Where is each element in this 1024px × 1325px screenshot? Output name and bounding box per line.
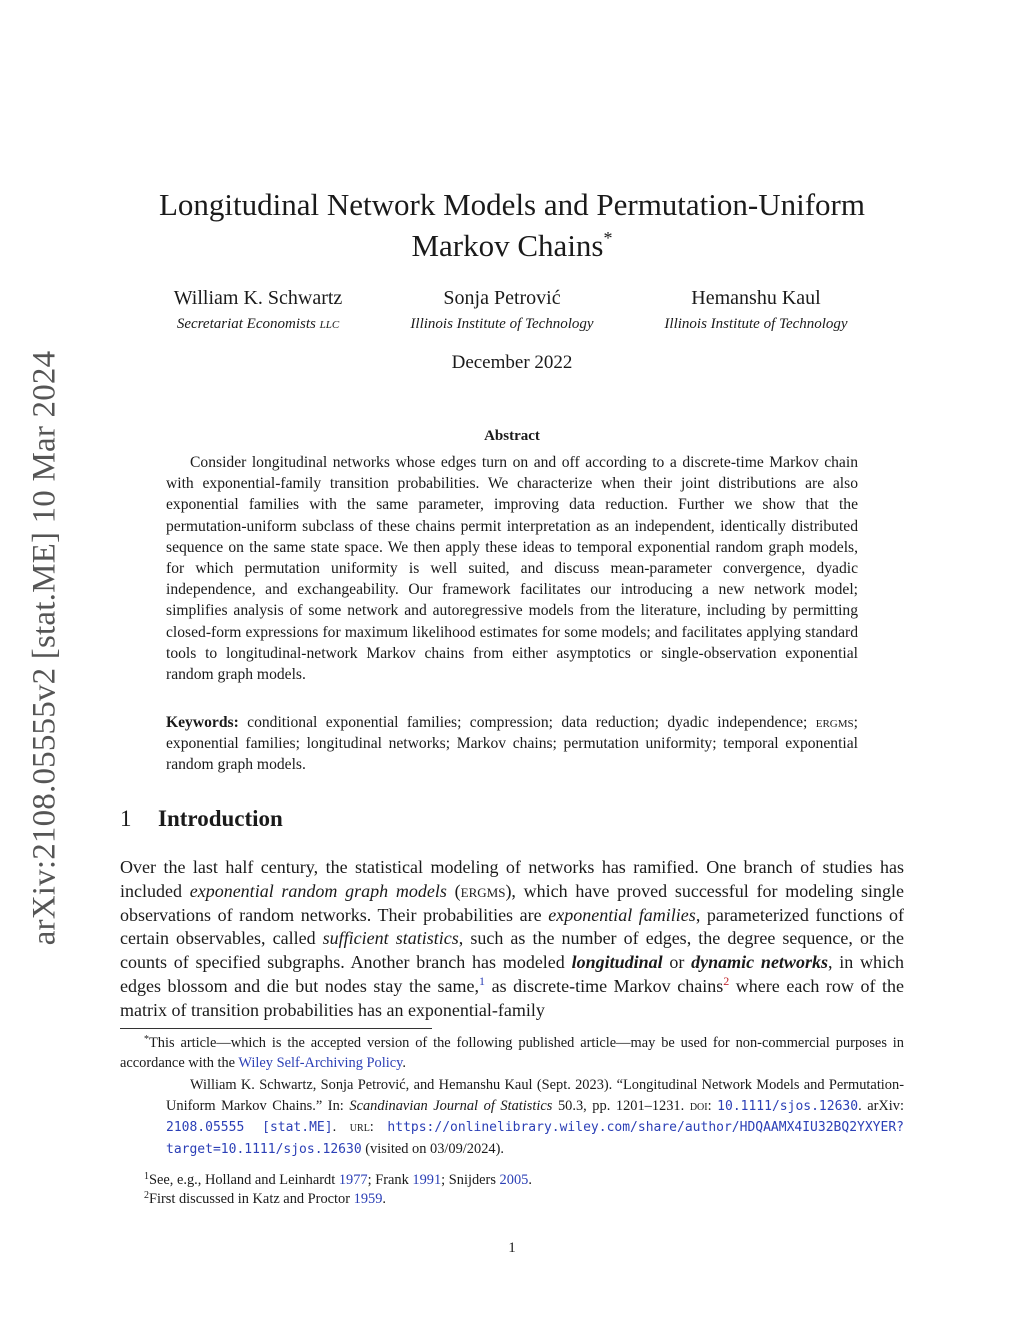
author-affiliation: Illinois Institute of Technology — [664, 316, 848, 332]
author-block-kaul — [626, 286, 886, 338]
arxiv-identifier[interactable]: arXiv:2108.05555v2 [stat.ME] 10 Mar 2024 — [26, 350, 63, 946]
author-block-petrovic — [372, 286, 632, 338]
title-footnote-mark[interactable]: * — [603, 228, 613, 248]
url-link[interactable]: https://onlinelibrary.wiley.com/share/author/HDQAAMX4IU32BQ2YXYER?target=10.1111/sjos.12630 — [166, 1120, 904, 1157]
intro-text: , parameterized functions of certain observables, called — [120, 904, 905, 949]
author-name: Sonja Petrović — [443, 287, 561, 309]
intro-text: ( — [446, 880, 461, 901]
doi-link[interactable]: 10.1111/sjos.12630 — [717, 1098, 859, 1114]
intro-bold-term: longitudinal — [571, 952, 663, 973]
intro-emphasis: exponential random graph models — [189, 880, 447, 901]
citation-block: William K. Schwartz, Sonja Petrović, and Hemanshu Kaul (Sept. 2023). “Longitudinal Network Models and Permutation-Uniform Markov Chains.” In: Scandinavian Journal of Statistics 50.3, pp. 1201–1231. doi: 10.1111/sjos.12630. arXiv: 2108.05555 [stat.ME]. url: https://onlinelibrary.wiley.com/share/author/HDQAAMX4IU32BQ2YXYER?target=10.1111/sjos.12630 (visited on 03/09/2024). — [166, 1077, 904, 1157]
keywords-label: Keywords: — [166, 714, 239, 731]
author-block-schwartz — [128, 286, 388, 338]
intro-emphasis: exponential families — [548, 904, 696, 925]
footnote-1 — [120, 1172, 720, 1189]
intro-text: as discrete-time Markov chains — [485, 975, 724, 996]
intro-text: where each row of the matrix of transition probabilities has an exponential-family — [120, 975, 905, 1020]
footnote-star — [120, 1034, 904, 1073]
affiliation-main: Secretariat Economists — [176, 316, 316, 332]
citation-volume: 50.3, pp. 1201–1231. — [552, 1097, 690, 1114]
citation-year-link[interactable]: 1977 — [338, 1172, 368, 1188]
citation-year-link[interactable]: 2005 — [499, 1172, 529, 1188]
footnote-divider — [120, 1028, 432, 1029]
keywords-ergms: ergms — [815, 714, 854, 731]
intro-text: , in which edges blossom and die but nodes stay the same, — [120, 952, 904, 996]
author-name: William K. Schwartz — [173, 287, 343, 309]
footnote-1-mark: 1 — [144, 1171, 149, 1182]
footnote-1-text: ; Frank — [367, 1172, 413, 1188]
intro-bold-term: dynamic networks — [691, 952, 828, 973]
citation-journal: Scandinavian Journal of Statistics — [349, 1097, 553, 1114]
footnote-2 — [120, 1191, 720, 1208]
author-name: Hemanshu Kaul — [691, 287, 821, 309]
title-line-1: Longitudinal Network Models and Permutation-Uniform — [159, 187, 865, 222]
keywords — [166, 712, 858, 776]
footnote-star-end: . — [402, 1054, 406, 1071]
intro-text: Over the last half century, the statistical modeling of networks has ramified. One branch of studies has included — [120, 857, 904, 901]
page-number: 1 — [508, 1240, 516, 1256]
footnote-ref-2[interactable]: 2 — [723, 973, 730, 988]
footnote-star-mark: * — [144, 1034, 149, 1045]
author-affiliation: Illinois Institute of Technology — [410, 316, 594, 332]
footnote-1-text: . — [528, 1172, 532, 1188]
publication-date: December 2022 — [451, 352, 573, 373]
arxiv-label: . arXiv: — [858, 1097, 904, 1114]
visited-date: (visited on 03/09/2024). — [361, 1140, 504, 1157]
footnote-2-text: . — [382, 1191, 387, 1207]
footnote-1-text: See, e.g., Holland and Leinhardt — [149, 1172, 339, 1188]
author-affiliation — [128, 310, 388, 338]
wiley-policy-link[interactable]: Wiley Self-Archiving Policy — [238, 1054, 403, 1071]
section-number: 1 — [120, 806, 132, 831]
intro-text: ), which have proved successful for modeling single observations of random networks. Their probabilities are — [120, 880, 904, 925]
section-heading-introduction — [120, 806, 283, 832]
abstract-heading: Abstract — [484, 428, 540, 444]
citation-year-link[interactable]: 1991 — [412, 1172, 442, 1188]
doi-separator: : — [707, 1097, 718, 1114]
intro-text: or — [662, 952, 692, 973]
keywords-part-2: ; exponential families; longitudinal networks; Markov chains; permutation uniformity; temporal exponential random graph models. — [166, 714, 858, 774]
title-line-2: Markov Chains — [411, 228, 604, 263]
intro-ergms: ergms — [460, 880, 506, 901]
abstract-text: Consider longitudinal networks whose edges turn on and off according to a discrete-time Markov chain with exponential-family transition probabilities. We characterize when their joint distributions are also exponential families with the same parameter, improving data reduction. Further we show that the permutation-uniform subclass of these chains permit interpretation as an independent, identically distributed sequence on the same state space. We then apply these ideas to temporal exponential random graph models, for which permutation uniformity is well suited, and discuss mean-parameter convergence, dyadic independence, and exchangeability. Our framework facilitates our introducing a new network model; simplifies analysis of some network and autoregressive models from the literature, including by permitting closed-form expressions for maximum likelihood estimates for some models; and facilitates applying standard tools to longitudinal-network Markov chains from either asymptotics or single-observation exponential random graph models. — [166, 454, 858, 684]
footnote-ref-1[interactable]: 1 — [479, 973, 486, 988]
citation-authors: William K. Schwartz, Sonja Petrović, and Hemanshu Kaul (Sept. 2023). “Longitudinal Network Models and Permutation-Uniform Markov Chains.” In: — [166, 1077, 904, 1114]
footnote-star-text: This article—which is the accepted version of the following published article—may be used for non-commercial purposes in accordance with the — [120, 1035, 904, 1071]
url-label: url — [349, 1119, 370, 1135]
arxiv-link[interactable]: 2108.05555 [stat.ME] — [166, 1120, 333, 1135]
section-title: Introduction — [158, 806, 283, 831]
intro-emphasis: sufficient statistics — [322, 928, 459, 949]
paper-title — [120, 184, 904, 266]
doi-label: doi — [689, 1097, 708, 1114]
footnote-2-text: First discussed in Katz and Proctor — [149, 1191, 354, 1207]
introduction-paragraph — [120, 856, 904, 1023]
keywords-part-1: conditional exponential families; compression; data reduction; dyadic independence; — [238, 714, 816, 731]
footnote-2-mark: 2 — [144, 1190, 149, 1201]
intro-text: , such as the number of edges, the degree sequence, or the counts of specified subgraphs. Another branch has modeled — [120, 928, 905, 973]
citation-year-link[interactable]: 1959 — [353, 1191, 383, 1207]
footnote-1-text: ; Snijders — [441, 1172, 500, 1188]
affiliation-suffix: llc — [319, 316, 340, 332]
